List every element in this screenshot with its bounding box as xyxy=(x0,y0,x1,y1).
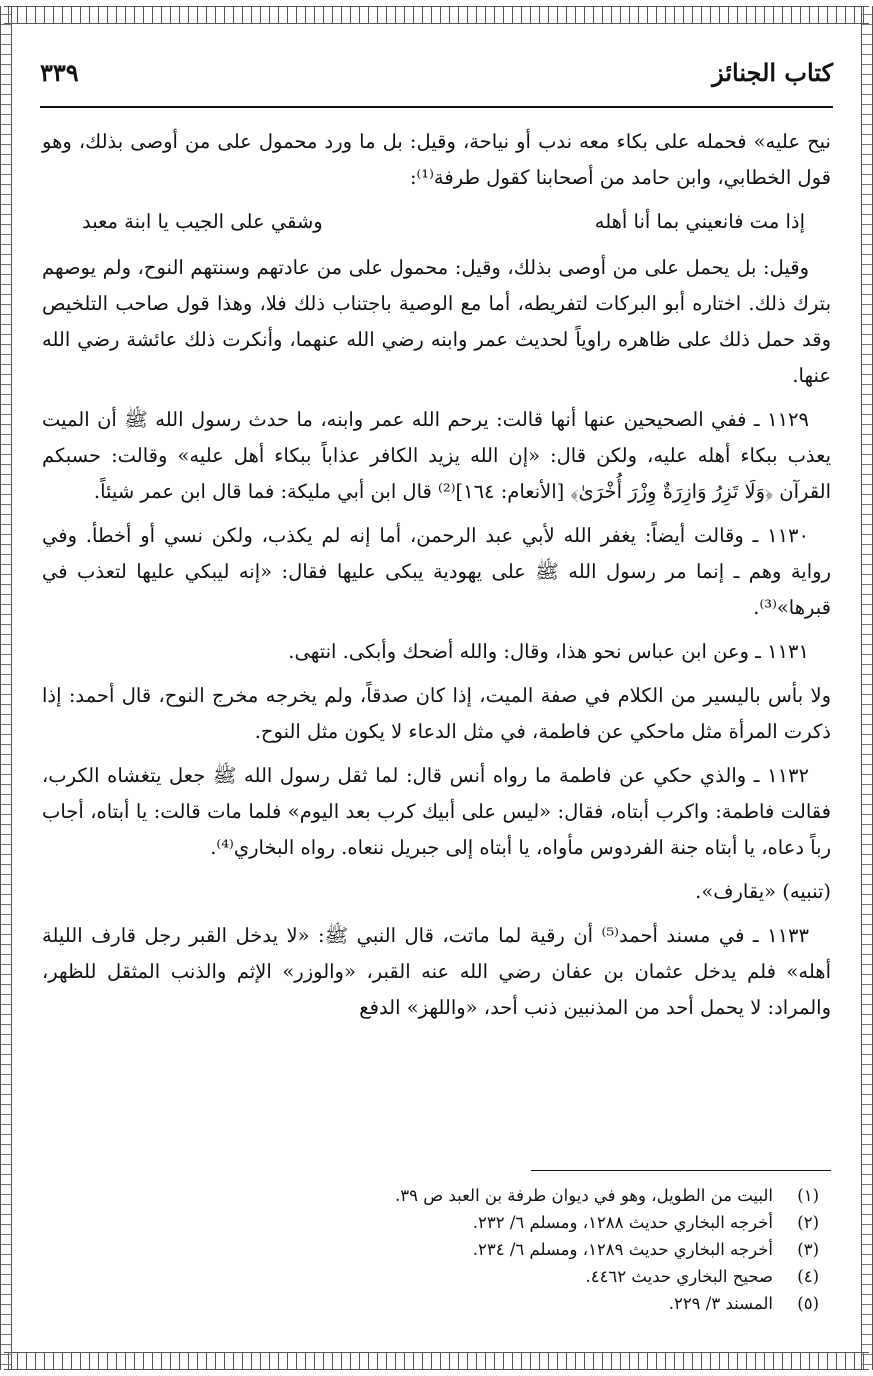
footnote-number: (١) xyxy=(797,1186,819,1205)
ornamental-border-right xyxy=(861,6,873,1370)
footnote-rule xyxy=(531,1170,831,1171)
footnote-number: (٥) xyxy=(797,1294,819,1313)
hadith-1133: ١١٣٣ ـ في مسند أحمد⁽⁵⁾ أن رقية لما ماتت، قال النبي ﷺ: «لا يدخل القبر رجل قارف الليلة أهله» فلم يدخل عثمان بن عفان رضي الله عنه القبر، «والوزر» الإثم والذنب المثقل للظهر، والمراد: لا يحمل أحد من المذنبين ذنب أحد، «واللهز» الدفع xyxy=(42,924,831,1019)
hadith-1132: ١١٣٢ ـ والذي حكي عن فاطمة ما رواه أنس قال: لما ثقل رسول الله ﷺ جعل يتغشاه الكرب، فقالت فاطمة: واكرب أبتاه، فقال: «ليس على أبيك كرب بعد اليوم» فلما مات قالت: يا أبتاه، أجاب رباً دعاه، يا أبتاه جنة الفردوس مأواه، يا أبتاه إلى جبريل ننعاه. رواه البخاري⁽⁴⁾. xyxy=(42,764,831,859)
ornamental-border-left xyxy=(0,6,12,1370)
footnote-text: البيت من الطويل، وهو في ديوان طرفة بن العبد ص ٣٩. xyxy=(395,1186,773,1205)
footnote-text: أخرجه البخاري حديث ١٢٨٨، ومسلم ٦/ ٢٣٢. xyxy=(472,1213,773,1232)
paragraph: وقيل: بل يحمل على من أوصى بذلك، وقيل: محمول على من عادتهم وسنتهم النوح، ولم يوصهم بترك ذلك. اختاره أبو البركات لتفريطه، أما مع الوصية باجتناب ذلك فلا، وهذا قول صاحب التلخيص وقد حمل ذلك على ظاهره راوياً لحديث عمر وابنه رضي الله عنهما، وأنكرت ذلك عائشة رضي الله عنها. xyxy=(42,256,831,387)
chapter-title: كتاب الجنائز xyxy=(712,58,833,87)
hadith-1129: ١١٢٩ ـ ففي الصحيحين عنها أنها قالت: يرحم الله عمر وابنه، ما حدث رسول الله ﷺ أن الميت يعذب ببكاء أهله عليه، ولكن قال: «إن الله يزيد الكافر عذاباً ببكاء أهل عليه» وقالت: حسبكم القرآن ﴿وَلَا تَزِرُ وَازِرَةٌ وِزْرَ أُخْرَىٰ﴾ [الأنعام: ١٦٤]⁽²⁾ قال ابن أبي مليكة: فما قال ابن عمر شيئاً. xyxy=(42,408,831,503)
footnote-number: (٣) xyxy=(797,1240,819,1259)
paragraph: نيح عليه» فحمله على بكاء معه ندب أو نياحة، وقيل: بل ما ورد محمول على من أوصى بذلك، وهو قول الخطابي، وابن حامد من أصحابنا كقول طرفة⁽¹⁾: xyxy=(42,130,831,189)
footnote xyxy=(42,1236,819,1263)
note-tanbih: (تنبيه) «يقارف». xyxy=(695,880,831,903)
footnote-number: (٢) xyxy=(797,1213,819,1232)
poetry-verse xyxy=(42,204,831,240)
footnote xyxy=(42,1263,819,1290)
footnote-number: (٤) xyxy=(797,1267,819,1286)
footnote-text: أخرجه البخاري حديث ١٢٨٩، ومسلم ٦/ ٢٣٤. xyxy=(472,1240,773,1259)
page-header xyxy=(40,58,833,98)
main-text xyxy=(42,124,831,1034)
footnote-text: صحيح البخاري حديث ٤٤٦٢. xyxy=(585,1267,773,1286)
verse-second-hemistich: وشقي على الجيب يا ابنة معبد xyxy=(82,210,323,233)
footnotes xyxy=(42,1182,819,1317)
ornamental-border-bottom xyxy=(4,1352,869,1370)
footnote xyxy=(42,1209,819,1236)
page-number: ٣٣٩ xyxy=(40,58,79,87)
paragraph: ولا بأس باليسير من الكلام في صفة الميت، إذا كان صدقاً، ولم يخرجه مخرج النوح، قال أحمد: إذا ذكرت المرأة مثل ماحكي عن فاطمة، في مثل الدعاء لا يكون مثل النوح. xyxy=(42,684,831,743)
ornamental-border-top xyxy=(4,6,869,24)
footnote xyxy=(42,1182,819,1209)
hadith-1131: ١١٣١ ـ وعن ابن عباس نحو هذا، وقال: والله أضحك وأبكى. انتهى. xyxy=(288,640,809,663)
footnote xyxy=(42,1290,819,1317)
footnote-text: المسند ٣/ ٢٢٩. xyxy=(668,1294,773,1313)
verse-first-hemistich: إذا مت فانعيني بما أنا أهله xyxy=(594,210,805,233)
header-rule xyxy=(40,106,833,108)
hadith-1130: ١١٣٠ ـ وقالت أيضاً: يغفر الله لأبي عبد الرحمن، أما إنه لم يكذب، ولكن نسي أو أخطأ. وفي رواية وهم ـ إنما مر رسول الله ﷺ على يهودية يبكى عليها فقال: «إنه ليبكي عليها لتعذب في قبرها»⁽³⁾. xyxy=(42,524,831,619)
